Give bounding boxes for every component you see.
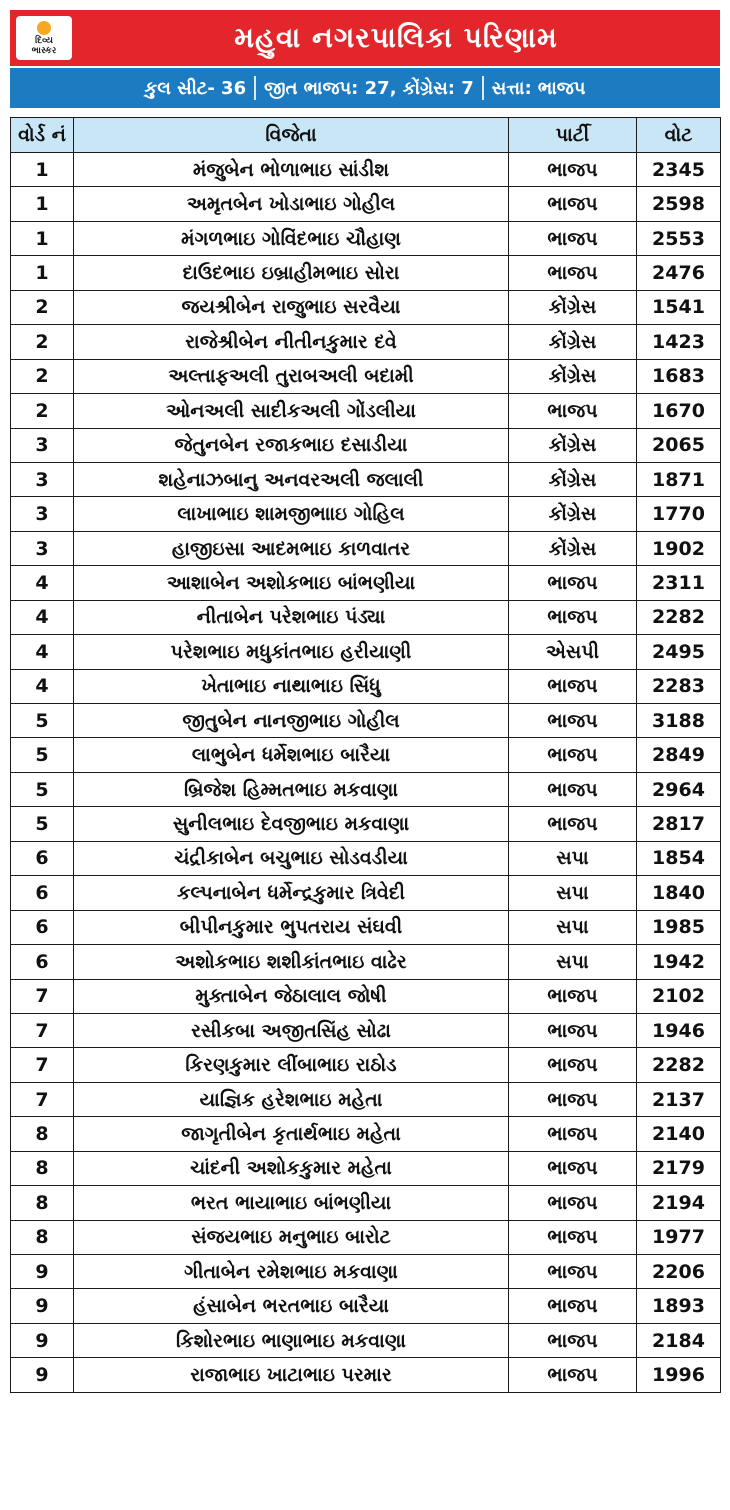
winner-cell: ઓનઅલી સાદીકઅલી ગોંડલીયા bbox=[74, 394, 509, 428]
winner-cell: જીતુબેન નાનજીભાઇ ગોહીલ bbox=[74, 704, 509, 738]
votes-cell: 2065 bbox=[637, 428, 721, 462]
table-body bbox=[11, 153, 721, 1393]
column-header-party: પાર્ટી bbox=[509, 118, 637, 153]
party-cell: ભાજપ bbox=[509, 1220, 637, 1254]
votes-cell: 2194 bbox=[637, 1186, 721, 1220]
ward-cell: 3 bbox=[11, 462, 74, 496]
winner-cell: બ્રિજેશ હિમ્મતભાઇ મકવાણા bbox=[74, 772, 509, 806]
ward-cell: 9 bbox=[11, 1323, 74, 1357]
winner-cell: અશોકભાઇ શશીકાંતભાઇ વાઢેર bbox=[74, 945, 509, 979]
winner-cell: આશાબેન અશોકભાઇ બાંભણીયા bbox=[74, 566, 509, 600]
seats-won: જીત ભાજપ: 27, કોંગ્રેસ: 7 bbox=[264, 77, 474, 99]
party-cell: ભાજપ bbox=[509, 1255, 637, 1289]
votes-cell: 2476 bbox=[637, 256, 721, 290]
ward-cell: 8 bbox=[11, 1151, 74, 1185]
winner-cell: નીતાબેન પરેશભાઇ પંડ્યા bbox=[74, 600, 509, 634]
table-row bbox=[11, 772, 721, 806]
table-row bbox=[11, 1013, 721, 1047]
party-cell: સપા bbox=[509, 876, 637, 910]
winner-cell: લાભુબેન ધર્મેશભાઇ બારૈયા bbox=[74, 738, 509, 772]
votes-cell: 2553 bbox=[637, 221, 721, 255]
table-row bbox=[11, 531, 721, 565]
ward-cell: 8 bbox=[11, 1220, 74, 1254]
votes-cell: 2964 bbox=[637, 772, 721, 806]
party-cell: ભાજપ bbox=[509, 1358, 637, 1392]
ward-cell: 2 bbox=[11, 394, 74, 428]
votes-cell: 2817 bbox=[637, 807, 721, 841]
table-row bbox=[11, 910, 721, 944]
table-row bbox=[11, 497, 721, 531]
votes-cell: 1871 bbox=[637, 462, 721, 496]
table-row bbox=[11, 600, 721, 634]
ward-cell: 7 bbox=[11, 979, 74, 1013]
table-row bbox=[11, 394, 721, 428]
votes-cell: 2598 bbox=[637, 187, 721, 221]
table-row bbox=[11, 669, 721, 703]
table-row bbox=[11, 807, 721, 841]
votes-cell: 1902 bbox=[637, 531, 721, 565]
party-cell: કોંગ્રેસ bbox=[509, 462, 637, 496]
party-cell: ભાજપ bbox=[509, 600, 637, 634]
votes-cell: 2140 bbox=[637, 1117, 721, 1151]
party-cell: કોંગ્રેસ bbox=[509, 290, 637, 324]
table-row bbox=[11, 221, 721, 255]
party-cell: એસપી bbox=[509, 635, 637, 669]
ward-cell: 4 bbox=[11, 566, 74, 600]
party-cell: કોંગ્રેસ bbox=[509, 428, 637, 462]
winner-cell: યાજ્ઞિક હરેશભાઇ મહેતા bbox=[74, 1082, 509, 1116]
party-cell: કોંગ્રેસ bbox=[509, 497, 637, 531]
winner-cell: કિશોરભાઇ ભાણાભાઇ મકવાણા bbox=[74, 1323, 509, 1357]
ward-cell: 3 bbox=[11, 531, 74, 565]
party-cell: ભાજપ bbox=[509, 1323, 637, 1357]
winner-cell: કલ્પનાબેન ધર્મેન્દ્રકુમાર ત્રિવેદી bbox=[74, 876, 509, 910]
winner-cell: દાઉદભાઇ ઇબ્રાહીમભાઇ સોરા bbox=[74, 256, 509, 290]
winner-cell: ગીતાબેન રમેશભાઇ મકવાણા bbox=[74, 1255, 509, 1289]
party-cell: ભાજપ bbox=[509, 1013, 637, 1047]
ward-cell: 3 bbox=[11, 497, 74, 531]
winner-cell: મુક્તાબેન જેઠાલાલ જોષી bbox=[74, 979, 509, 1013]
party-cell: ભાજપ bbox=[509, 772, 637, 806]
column-header-ward: વોર્ડ નં bbox=[11, 118, 74, 153]
winner-cell: હાજીઇસા આદમભાઇ કાળવાતર bbox=[74, 531, 509, 565]
winner-cell: હંસાબેન ભરતભાઇ બારૈયા bbox=[74, 1289, 509, 1323]
ward-cell: 6 bbox=[11, 945, 74, 979]
winner-cell: રાજેશ્રીબેન નીતીનકુમાર દવે bbox=[74, 325, 509, 359]
table-row bbox=[11, 1186, 721, 1220]
table-row bbox=[11, 256, 721, 290]
ward-cell: 9 bbox=[11, 1358, 74, 1392]
table-row bbox=[11, 359, 721, 393]
table-row bbox=[11, 945, 721, 979]
party-cell: ભાજપ bbox=[509, 256, 637, 290]
table-header-row bbox=[11, 118, 721, 153]
votes-cell: 2206 bbox=[637, 1255, 721, 1289]
column-header-winner: વિજેતા bbox=[74, 118, 509, 153]
ward-cell: 1 bbox=[11, 221, 74, 255]
ward-cell: 6 bbox=[11, 876, 74, 910]
ward-cell: 7 bbox=[11, 1048, 74, 1082]
party-cell: ભાજપ bbox=[509, 1117, 637, 1151]
votes-cell: 1683 bbox=[637, 359, 721, 393]
summary-bar bbox=[10, 68, 720, 108]
table-row bbox=[11, 738, 721, 772]
winner-cell: પરેશભાઇ મધુકાંતભાઇ હરીયાણી bbox=[74, 635, 509, 669]
votes-cell: 1893 bbox=[637, 1289, 721, 1323]
ward-cell: 4 bbox=[11, 635, 74, 669]
votes-cell: 3188 bbox=[637, 704, 721, 738]
party-cell: ભાજપ bbox=[509, 1186, 637, 1220]
winner-cell: અલ્તાફઅલી તુરાબઅલી બદામી bbox=[74, 359, 509, 393]
ward-cell: 2 bbox=[11, 290, 74, 324]
ward-cell: 1 bbox=[11, 187, 74, 221]
winner-cell: ખેતાભાઇ નાથાભાઇ સિંધુ bbox=[74, 669, 509, 703]
party-cell: કોંગ્રેસ bbox=[509, 325, 637, 359]
winner-cell: લાખાભાઇ શામજીભાાઇ ગોહિલ bbox=[74, 497, 509, 531]
votes-cell: 2179 bbox=[637, 1151, 721, 1185]
winner-cell: ભરત ભાયાભાઇ બાંભણીયા bbox=[74, 1186, 509, 1220]
votes-cell: 1985 bbox=[637, 910, 721, 944]
votes-cell: 1854 bbox=[637, 841, 721, 875]
table-row bbox=[11, 635, 721, 669]
votes-cell: 2137 bbox=[637, 1082, 721, 1116]
table-row bbox=[11, 1255, 721, 1289]
ward-cell: 9 bbox=[11, 1289, 74, 1323]
votes-cell: 2345 bbox=[637, 153, 721, 187]
divya-bhaskar-logo bbox=[16, 16, 72, 60]
divider bbox=[482, 76, 484, 100]
table-row bbox=[11, 290, 721, 324]
table-row bbox=[11, 428, 721, 462]
votes-cell: 2184 bbox=[637, 1323, 721, 1357]
votes-cell: 2282 bbox=[637, 600, 721, 634]
winner-cell: જયશ્રીબેન રાજુભાઇ સરવૈયા bbox=[74, 290, 509, 324]
ward-cell: 3 bbox=[11, 428, 74, 462]
winner-cell: બીપીનકુમાર ભુપતરાય સંઘવી bbox=[74, 910, 509, 944]
table-row bbox=[11, 1048, 721, 1082]
table-row bbox=[11, 1220, 721, 1254]
ward-cell: 6 bbox=[11, 910, 74, 944]
table-row bbox=[11, 1151, 721, 1185]
winner-cell: જેતુનબેન રજાકભાઇ દસાડીયા bbox=[74, 428, 509, 462]
winner-cell: સુનીલભાઇ દેવજીભાઇ મકવાણા bbox=[74, 807, 509, 841]
party-cell: ભાજપ bbox=[509, 1082, 637, 1116]
winner-cell: રાજાભાઇ ખાટાભાઇ પરમાર bbox=[74, 1358, 509, 1392]
ward-cell: 6 bbox=[11, 841, 74, 875]
table-row bbox=[11, 1358, 721, 1392]
ward-cell: 8 bbox=[11, 1186, 74, 1220]
title-bar bbox=[10, 10, 720, 66]
column-header-votes: વોટ bbox=[637, 118, 721, 153]
results-table bbox=[10, 117, 721, 1393]
table-row bbox=[11, 153, 721, 187]
party-cell: ભાજપ bbox=[509, 979, 637, 1013]
votes-cell: 1942 bbox=[637, 945, 721, 979]
table-row bbox=[11, 1082, 721, 1116]
ward-cell: 5 bbox=[11, 772, 74, 806]
party-cell: ભાજપ bbox=[509, 153, 637, 187]
winner-cell: જાગૃતીબેન કૃતાર્થભાઇ મહેતા bbox=[74, 1117, 509, 1151]
table-row bbox=[11, 462, 721, 496]
ward-cell: 5 bbox=[11, 704, 74, 738]
votes-cell: 1423 bbox=[637, 325, 721, 359]
ward-cell: 4 bbox=[11, 600, 74, 634]
party-cell: ભાજપ bbox=[509, 221, 637, 255]
table-row bbox=[11, 979, 721, 1013]
party-cell: કોંગ્રેસ bbox=[509, 359, 637, 393]
winner-cell: રસીકબા અજીતસિંહ સોઢા bbox=[74, 1013, 509, 1047]
votes-cell: 1977 bbox=[637, 1220, 721, 1254]
party-cell: ભાજપ bbox=[509, 669, 637, 703]
party-cell: ભાજપ bbox=[509, 1151, 637, 1185]
ward-cell: 8 bbox=[11, 1117, 74, 1151]
winner-cell: સંજયભાઇ મનુભાઇ બારોટ bbox=[74, 1220, 509, 1254]
sun-icon bbox=[37, 21, 51, 35]
table-row bbox=[11, 1117, 721, 1151]
winner-cell: અમૃતબેન ખોડાભાઇ ગોહીલ bbox=[74, 187, 509, 221]
votes-cell: 2282 bbox=[637, 1048, 721, 1082]
votes-cell: 2102 bbox=[637, 979, 721, 1013]
table-row bbox=[11, 325, 721, 359]
votes-cell: 1541 bbox=[637, 290, 721, 324]
table-row bbox=[11, 876, 721, 910]
party-cell: ભાજપ bbox=[509, 394, 637, 428]
divider bbox=[254, 76, 256, 100]
votes-cell: 1996 bbox=[637, 1358, 721, 1392]
party-cell: ભાજપ bbox=[509, 187, 637, 221]
votes-cell: 1840 bbox=[637, 876, 721, 910]
total-seats: કુલ સીટ- 36 bbox=[144, 77, 247, 99]
votes-cell: 1770 bbox=[637, 497, 721, 531]
party-cell: ભાજપ bbox=[509, 807, 637, 841]
party-cell: સપા bbox=[509, 910, 637, 944]
page-title: મહુવા નગરપાલિકા પરિણામ bbox=[234, 21, 558, 54]
party-cell: સપા bbox=[509, 945, 637, 979]
party-cell: ભાજપ bbox=[509, 1048, 637, 1082]
party-cell: ભાજપ bbox=[509, 1289, 637, 1323]
table-row bbox=[11, 841, 721, 875]
party-cell: ભાજપ bbox=[509, 704, 637, 738]
table-row bbox=[11, 1289, 721, 1323]
ward-cell: 1 bbox=[11, 153, 74, 187]
table-row bbox=[11, 704, 721, 738]
winner-cell: કિરણકુમાર લીંબાભાઇ રાઠોડ bbox=[74, 1048, 509, 1082]
logo-line-1: દિવ્ય bbox=[35, 36, 53, 46]
ward-cell: 7 bbox=[11, 1082, 74, 1116]
table-row bbox=[11, 187, 721, 221]
votes-cell: 2311 bbox=[637, 566, 721, 600]
ward-cell: 2 bbox=[11, 325, 74, 359]
winner-cell: મંગળભાઇ ગોવિંદભાઇ ચૌહાણ bbox=[74, 221, 509, 255]
party-cell: કોંગ્રેસ bbox=[509, 531, 637, 565]
table-row bbox=[11, 1323, 721, 1357]
votes-cell: 2283 bbox=[637, 669, 721, 703]
winner-cell: શહેનાઝબાનુ અનવરઅલી જલાલી bbox=[74, 462, 509, 496]
power-status: સત્તા: ભાજપ bbox=[491, 77, 586, 99]
ward-cell: 9 bbox=[11, 1255, 74, 1289]
votes-cell: 1670 bbox=[637, 394, 721, 428]
ward-cell: 4 bbox=[11, 669, 74, 703]
votes-cell: 2849 bbox=[637, 738, 721, 772]
winner-cell: ચાંદની અશોકકુમાર મહેતા bbox=[74, 1151, 509, 1185]
ward-cell: 2 bbox=[11, 359, 74, 393]
ward-cell: 1 bbox=[11, 256, 74, 290]
votes-cell: 2495 bbox=[637, 635, 721, 669]
winner-cell: ચંદ્રીકાબેન બચુભાઇ સોડવડીયા bbox=[74, 841, 509, 875]
party-cell: ભાજપ bbox=[509, 738, 637, 772]
party-cell: સપા bbox=[509, 841, 637, 875]
ward-cell: 7 bbox=[11, 1013, 74, 1047]
party-cell: ભાજપ bbox=[509, 566, 637, 600]
votes-cell: 1946 bbox=[637, 1013, 721, 1047]
logo-line-2: ભાસ્કર bbox=[31, 46, 57, 56]
winner-cell: મંજુબેન ભોળાભાઇ સાંડીશ bbox=[74, 153, 509, 187]
table-row bbox=[11, 566, 721, 600]
ward-cell: 5 bbox=[11, 738, 74, 772]
ward-cell: 5 bbox=[11, 807, 74, 841]
